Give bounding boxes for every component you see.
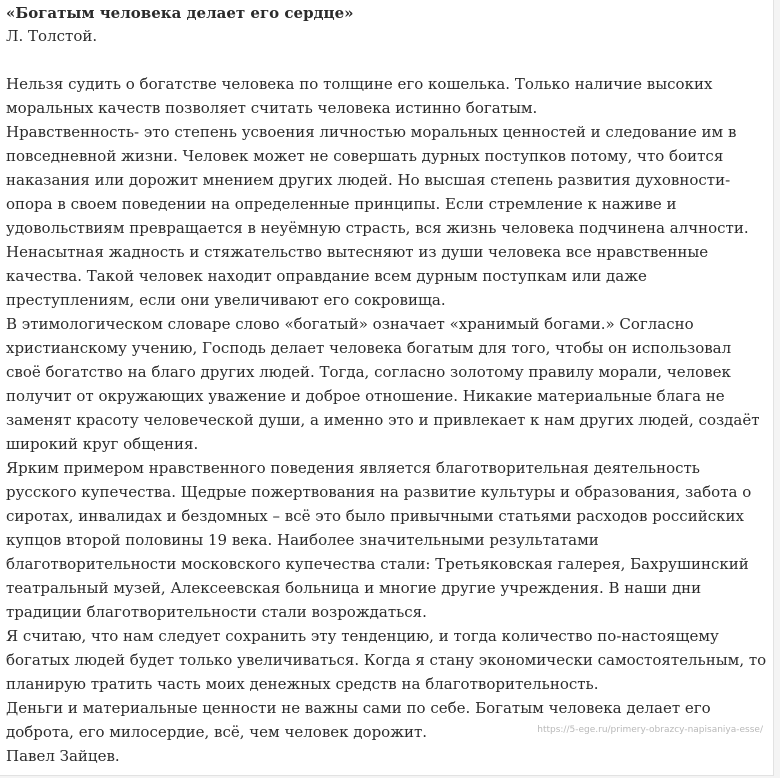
essay-body <box>6 72 767 744</box>
paragraph-personal-opinion: Я считаю, что нам следует сохранить эту тенденцию, и тогда количество по-настоящему богатых людей будет только увеличиваться. Когда я стану экономически самостоятельным, то планирую тратить часть моих денежных средств на благотворительность. <box>6 627 767 693</box>
blank-line <box>6 48 767 72</box>
paragraph-thesis: Нельзя судить о богатстве человека по толщине его кошелька. Только наличие высоких моральных качеств позволяет считать человека истинно богатым. <box>6 75 713 117</box>
author-signature: Павел Зайцев. <box>6 747 120 765</box>
essay-title: «Богатым человека делает его сердце» <box>6 4 354 22</box>
paragraph-morality: Нравственность- это степень усвоения личностью моральных ценностей и следование им в повседневной жизни. Человек может не совершать дурных поступков потому, что боится наказания или дорожит мнением других людей. Но высшая степень развития духовности- опора в своем поведении на определенные принципы. Если стремление к наживе и удовольствиям превращается в неуёмную страсть, вся жизнь человека подчинена алчности. Ненасытная жадность и стяжательство вытесняют из души человека все нравственные качества. Такой человек находит оправдание всем дурным поступкам или даже преступлениям, если они увеличивают его сокровища. <box>6 123 749 309</box>
source-watermark: https://5-ege.ru/primery-obrazcy-napisaniya-esse/ <box>537 725 763 735</box>
paragraph-conclusion: Деньги и материальные ценности не важны сами по себе. Богатым человека делает его доброта, его милосердие, всё, чем человек дорожит. <box>6 699 711 741</box>
paragraph-etymology: В этимологическом словаре слово «богатый» означает «хранимый богами.» Согласно христианскому учению, Господь делает человека богатым для того, чтобы он использовал своё богатство на благо других людей. Тогда, согласно золотому правилу морали, человек получит от окружающих уважение и доброе отношение. Никакие материальные блага не заменят красоту человеческой души, а именно это и привлекает к нам других людей, создаёт широкий круг общения. <box>6 315 760 453</box>
epigraph-author: Л. Толстой. <box>6 27 98 45</box>
paragraph-merchants-example: Ярким примером нравственного поведения является благотворительная деятельность русского купечества. Щедрые пожертвования на развитие культуры и образования, забота о сиротах, инвалидах и бездомных – всё это было привычными статьями расходов российских купцов второй половины 19 века. Наиболее значительными результатами благотворительности московского купечества стали: Третьяковская галерея, Бахрушинский театральный музей, Алексеевская больница и многие другие учреждения. В наши дни традиции благотворительности стали возрождаться. <box>6 459 752 621</box>
